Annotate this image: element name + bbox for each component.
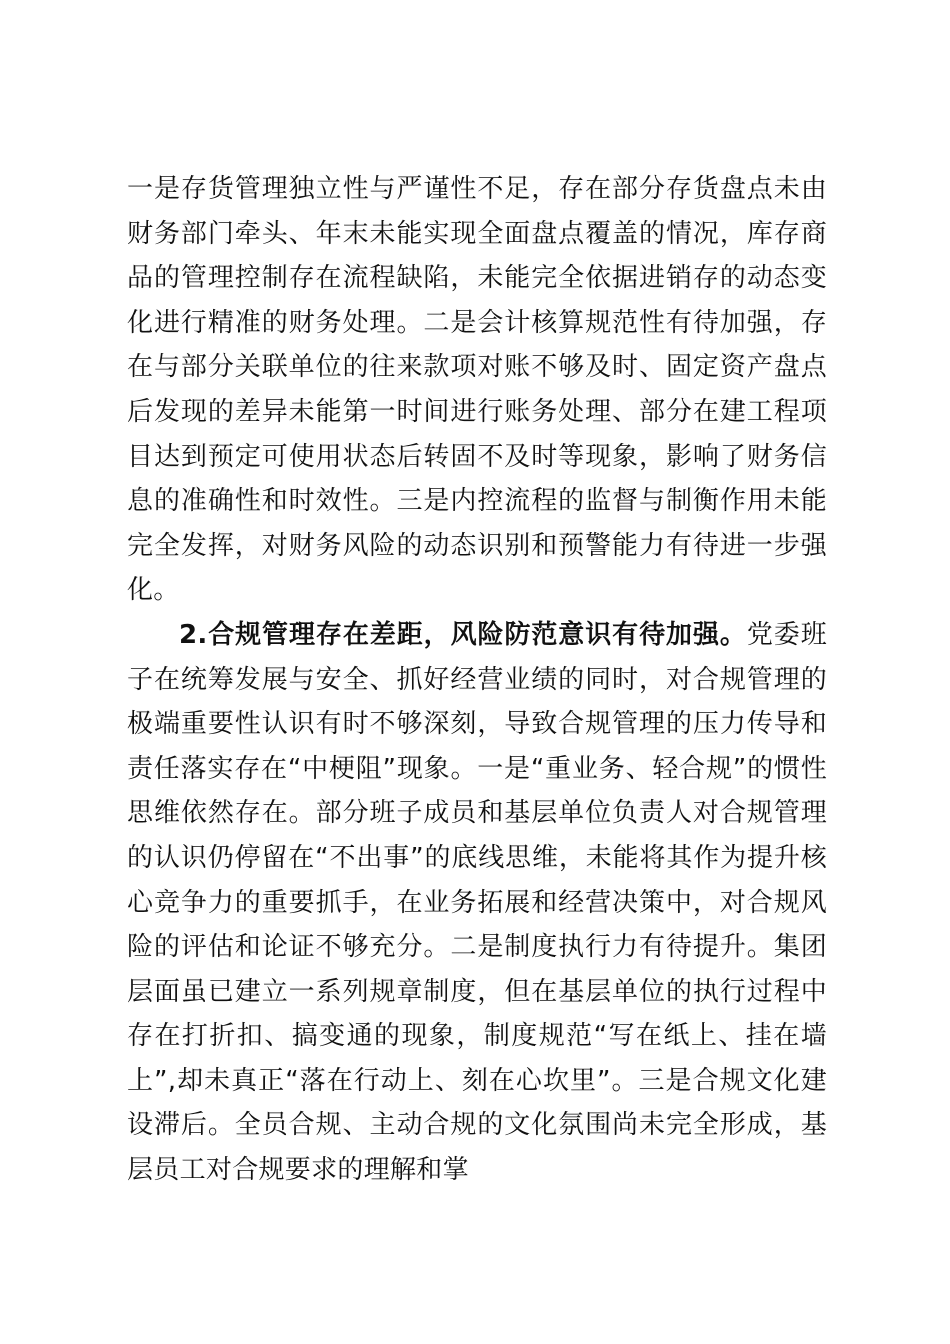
section-heading-compliance: 2.合规管理存在差距，风险防范意识有待加强。 bbox=[179, 619, 747, 650]
paragraph-compliance-body: 党委班子在统筹发展与安全、抓好经营业绩的同时，对合规管理的极端重要性认识有时不够深刻，导致合规管理的压力传导和责任落实存在“中梗阻”现象。一是“重业务、轻合规”的惯性思维依然存在。部分班子成员和基层单位负责人对合规管理的认识仍停留在“不出事”的底线思维，未能将其作为提升核心竞争力的重要抓手，在业务拓展和经营决策中，对合规风险的评估和论证不够充分。二是制度执行力有待提升。集团层面虽已建立一系列规章制度，但在基层单位的执行过程中存在打折扣、搞变通的现象，制度规范“写在纸上、挂在墙上”,却未真正“落在行动上、刻在心坎里”。三是合规文化建设滞后。全员合规、主动合规的文化氛围尚未完全形成，基层员工对合规要求的理解和掌 bbox=[127, 619, 827, 1186]
document-page bbox=[127, 167, 827, 1193]
paragraph-compliance-issues bbox=[127, 613, 827, 1193]
paragraph-financial-issues: 一是存货管理独立性与严谨性不足，存在部分存货盘点未由财务部门牵头、年末未能实现全面盘点覆盖的情况，库存商品的管理控制存在流程缺陷，未能完全依据进销存的动态变化进行精准的财务处理。二是会计核算规范性有待加强，存在与部分关联单位的往来款项对账不够及时、固定资产盘点后发现的差异未能第一时间进行账务处理、部分在建工程项目达到预定可使用状态后转固不及时等现象，影响了财务信息的准确性和时效性。三是内控流程的监督与制衡作用未能完全发挥，对财务风险的动态识别和预警能力有待进一步强化。 bbox=[127, 174, 827, 606]
